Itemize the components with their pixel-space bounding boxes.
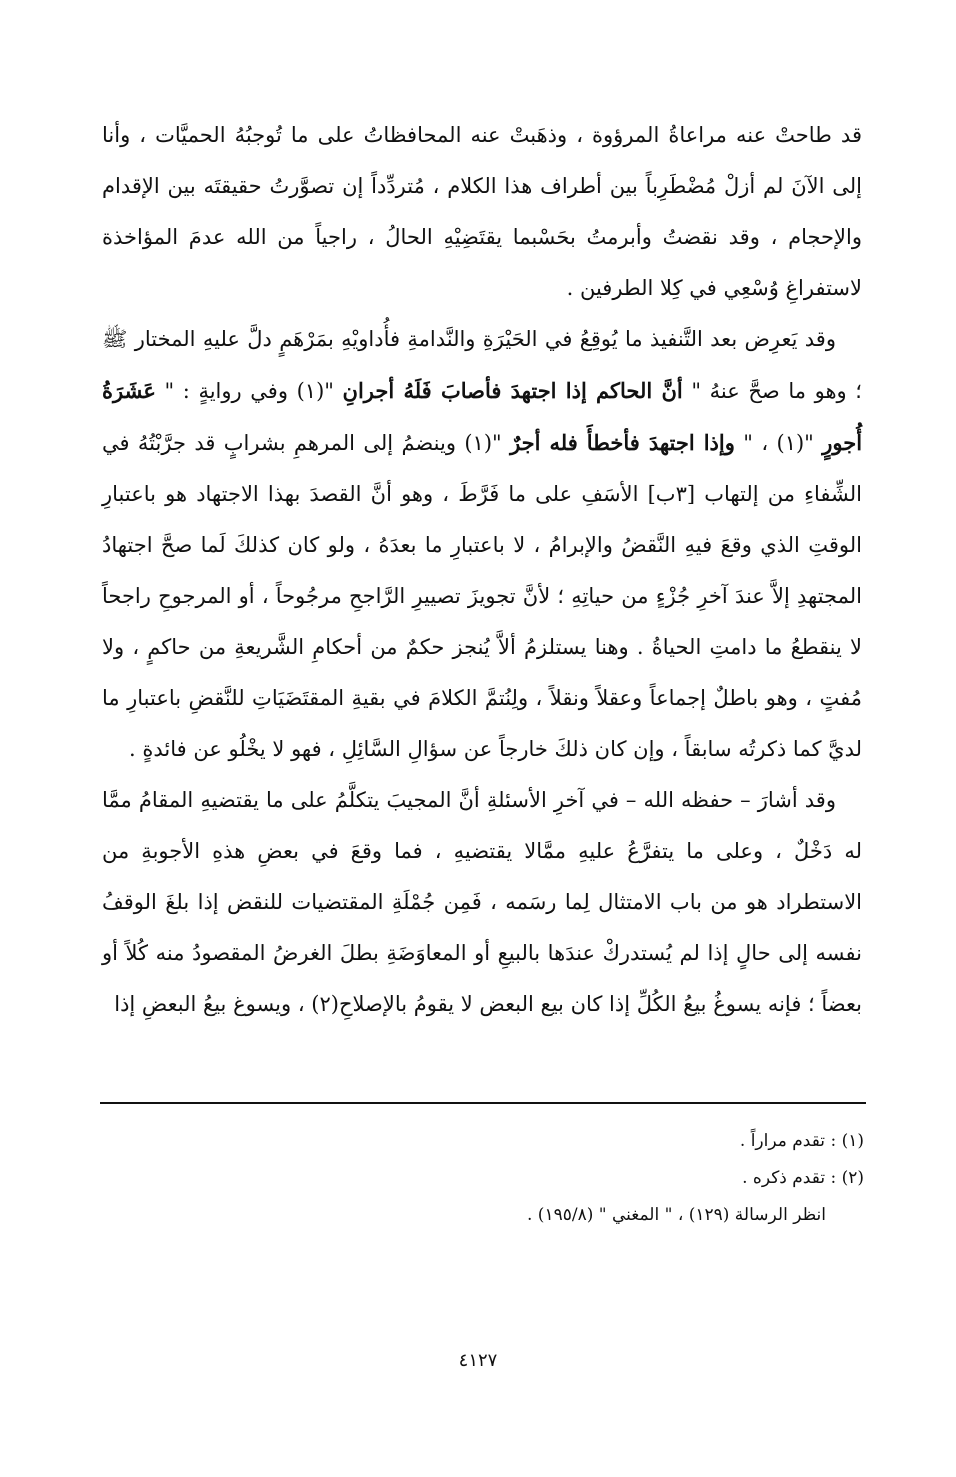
page-number: ٤١٢٧ <box>458 1350 498 1371</box>
paragraph-2-text-b: "(١) وفي روايةٍ : " <box>155 379 343 403</box>
main-text <box>102 110 862 1030</box>
paragraph-3-text: وقد أشارَ – حفظه الله – في آخرِ الأسئلةِ أنَّ المجيبَ يتكلَّمُ على ما يقتضيهِ المقامُ ممَّا له دَخْلٌ ، وعلى ما يتفرَّعُ عليهِ ممَّالا يقتضيهِ ، فما وقعَ في بعضِ هذهِ الأجوبةِ من الاستطراد هو من باب الامتثال لِما رسَمه ، فَمِن جُمْلَةِ المقتضيات للنقض إذا بلغَ الوقفُ نفسه إلى حالٍ إذا لم يُستدركْ عندَها بالبيعِ أو المعاوَضَةِ بطلَ الغرضُ المقصودُ منه كُلاً أو بعضاً ؛ فإنه يسوغُ بيعُ الكُلِّ إذا كان بيع البعض لا يقومُ بالإصلاحِ(٢) ، ويسوغ بيعُ البعضِ إذا <box>102 788 862 1016</box>
paragraph-2-text-c: "(١) ، " <box>734 431 823 455</box>
paragraph-2 <box>102 314 862 775</box>
hadith-quote-2: عَشَرَةُ أُجورٍ <box>102 378 863 455</box>
paragraph-1 <box>102 110 862 314</box>
paragraph-3 <box>102 775 862 1030</box>
footnotes <box>102 1123 864 1234</box>
footnote-1: (١) : تقدم مراراً . <box>739 1131 864 1151</box>
paragraph-1-text: قد طاحتْ عنه مراعاةُ المرؤوة ، وذهَبتْ عنه المحافظاتُ على ما تُوجبُهُ الحميَّات ، وأنا إلى الآنَ لم أزلْ مُضْطَرِباً بين أطراف هذا الكلام ، مُتردِّداً إن تصوَّرتُ حقيقتَه بين الإقدام والإحجام ، وقد نقضتُ وأبرمتُ بحَسْبما يقتَضِيْهِ الحالُ ، راجياً من الله عدمَ المؤاخذة لاستفراغِ وُسْعِي في كِلا الطرفين . <box>102 123 862 300</box>
paragraph-2-text-d: "(١) وينضمُ إلى المرهمِ بشرابٍ قد جرَّبْتُهُ في الشِّفاءِ من إلتهاب [٣ب] الأسَفِ على ما فَرَّطَ ، وهو أنَّ القصدَ بهذا الاجتهاد هو باعتبارِ الوقتِ الذي وقعَ فيهِ النَّقضُ والإبرامُ ، لا باعتبارِ ما بعدَهُ ، ولو كان كذلكَ لَما صحَّ اجتهادُ المجتهدِ إلاَّ عندَ آخرِ جُزْءٍ من حياتِهِ ؛ لأنَّ تجويزَ تصييرِ الرَّاجحِ مرجُوحاً ، أو المرجوحِ راجحاً لا ينقطعُ ما دامتِ الحياةُ . وهنا يستلزمُ ألاَّ يُنجز حكمٌ من أحكامِ الشَّريعةِ من حاكمٍ ، ولا مُفتٍ ، وهو باطلٌ إجماعاً وعقلاً ونقلاً ، ولِنُتمَّ الكلامَ في بقيةِ المقتَضَيَاتِ للنَّقضِ باعتبارِ ما لديَّ كما ذكرتُه سابقاً ، وإن كان ذلكَ خارجاً عن سؤالِ السَّائِلِ ، فهو لا يخْلُو عن فائدةٍ . <box>102 431 863 761</box>
hadith-quote-3: وإذا اجتهدَ فأخطأَ فله أجرٌ <box>510 430 735 455</box>
footnote-separator <box>100 1102 866 1104</box>
footnote-2: (٢) : تقدم ذكره . <box>742 1168 864 1188</box>
paragraph-2-text-a: وقد يَعرِض بعد التَّنفيذ ما يُوقِعُ في الحَيْرَةِ والنَّدامةِ فأُداويْهِ بمَرْهَمٍ دلَّ عليهِ المختار ﷺ ؛ وهو ما صحَّ عنهُ " <box>102 327 862 403</box>
hadith-quote-1: أنَّ الحاكم إذا اجتهدَ فأصابَ فَلَهُ أجرانِ <box>342 378 683 403</box>
footnote-2-reference: انظر الرسالة (١٢٩) ، " المغني " (١٩٥/٨) . <box>527 1205 826 1225</box>
